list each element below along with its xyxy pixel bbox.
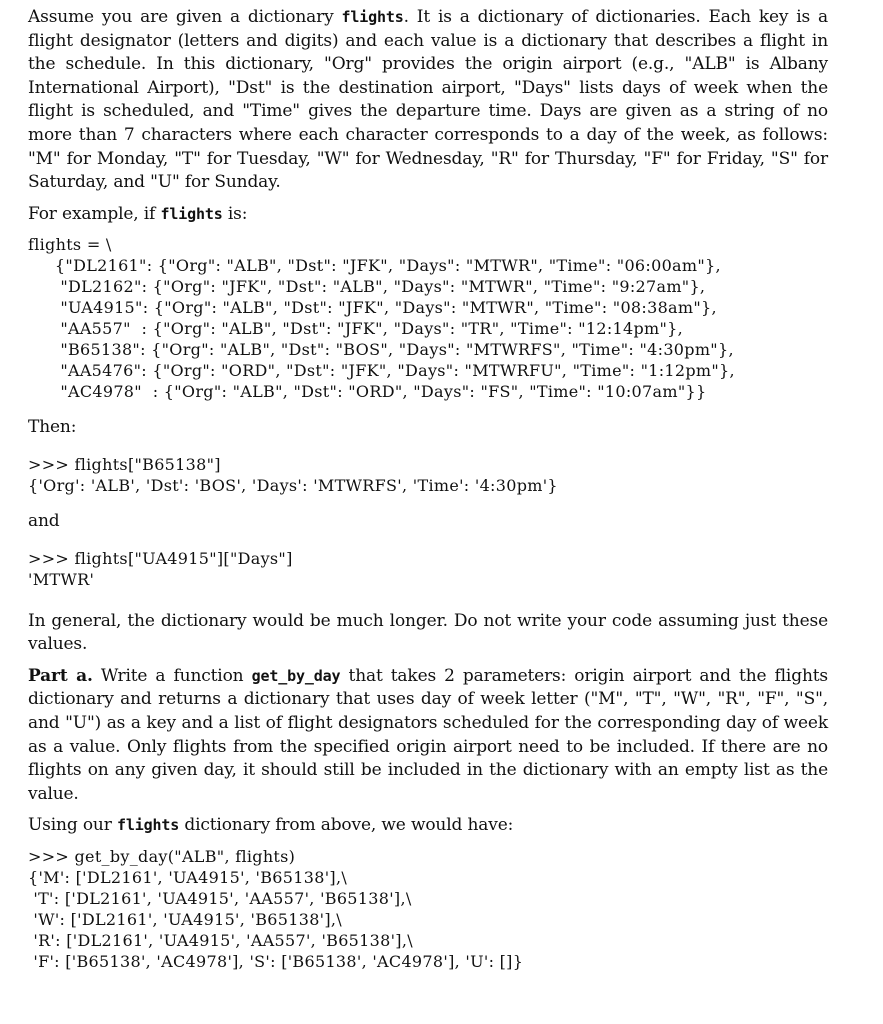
code-line: 'W': ['DL2161', 'UA4915', 'B65138'],\	[28, 909, 342, 929]
part-a-label: Part a.	[28, 665, 93, 686]
then-label: Then:	[28, 417, 77, 438]
then-code-block	[28, 454, 828, 496]
code-line: "B65138": {"Org": "ALB", "Dst": "BOS", "Days": "MTWRFS", "Time": "4:30pm"},	[28, 340, 734, 360]
code-line: "AA557" : {"Org": "ALB", "Dst": "JFK", "Days": "TR", "Time": "12:14pm"},	[28, 319, 684, 339]
code-line: {'M': ['DL2161', 'UA4915', 'B65138'],\	[28, 867, 348, 887]
code-line: {'Org': 'ALB', 'Dst': 'BOS', 'Days': 'MTWRFS', 'Time': '4:30pm'}	[28, 475, 558, 495]
intro-text-b: . It is a dictionary of dictionaries. Each key is a flight designator (letters and digits) and each value is a dictionary that describes a flight in the schedule. In this dictionary, "Org" provides the origin airport (e.g., "ALB" is Albany International Airport), "Dst" is the destination airport, "Days" lists days of week when the flight is scheduled, and "Time" gives the departure time. Days are given as a string of no more than 7 characters where each character corresponds to a day of the week, as follows: "M" for Monday, "T" for Tuesday, "W" for Wednesday, "R" for Thursday, "F" for Friday, "S" for Saturday, and "U" for Sunday.	[28, 7, 828, 193]
code-line: 'R': ['DL2161', 'UA4915', 'AA557', 'B65138'],\	[28, 930, 413, 950]
intro-text-a: Assume you are given a dictionary	[28, 7, 342, 27]
code-line: "DL2162": {"Org": "JFK", "Dst": "ALB", "Days": "MTWR", "Time": "9:27am"},	[28, 277, 706, 297]
flights-code-block	[28, 234, 828, 402]
using-text-a: Using our	[28, 815, 117, 836]
example-lead	[28, 203, 828, 227]
intro-code-flights: flights	[341, 8, 404, 26]
code-line: 'MTWR'	[28, 569, 95, 589]
code-line: flights = \	[28, 235, 112, 255]
and-label: and	[28, 510, 60, 531]
general-paragraph: In general, the dictionary would be much longer. Do not write your code assuming just these values.	[28, 610, 828, 655]
document-page	[28, 6, 828, 972]
code-line: "AA5476": {"Org": "ORD", "Dst": "JFK", "Days": "MTWRFU", "Time": "1:12pm"},	[28, 361, 735, 381]
code-line: 'F': ['B65138', 'AC4978'], 'S': ['B65138', 'AC4978'], 'U': []}	[28, 951, 524, 971]
part-a-text-a: Write a function	[92, 665, 252, 686]
using-paragraph	[28, 814, 828, 838]
example-lead-b: is:	[222, 203, 248, 224]
code-line: "UA4915": {"Org": "ALB", "Dst": "JFK", "Days": "MTWR", "Time": "08:38am"},	[28, 298, 717, 318]
part-a-paragraph	[28, 665, 828, 807]
part-a-text-b: that takes 2 parameters: origin airport and the flights dictionary and returns a dictionary that uses day of week letter ("M", "T", "W", "R", "F", "S", and "U") as a key and a list of flight designators scheduled for the corresponding day of week as a value. Only flights from the specified origin airport need to be included. If there are no flights on any given day, it should still be included in the dictionary with an empty list as the value.	[28, 665, 829, 804]
part-a-function-name: get_by_day	[251, 666, 341, 685]
code-line: "AC4978" : {"Org": "ALB", "Dst": "ORD", "Days": "FS", "Time": "10:07am"}}	[28, 382, 707, 402]
result-code-block	[28, 846, 828, 972]
code-line: 'T': ['DL2161', 'UA4915', 'AA557', 'B65138'],\	[28, 888, 412, 908]
code-line: >>> get_by_day("ALB", flights)	[28, 846, 296, 866]
code-line: {"DL2161": {"Org": "ALB", "Dst": "JFK", "Days": "MTWR", "Time": "06:00am"},	[28, 256, 721, 276]
using-code: flights	[116, 816, 180, 835]
example-lead-a: For example, if	[28, 203, 161, 224]
using-text-b: dictionary from above, we would have:	[179, 815, 514, 836]
example-lead-code: flights	[160, 204, 223, 223]
code-line: >>> flights["B65138"]	[28, 454, 221, 474]
intro-paragraph	[28, 6, 828, 195]
code-line: >>> flights["UA4915"]["Days"]	[28, 548, 293, 568]
and-code-block	[28, 548, 828, 590]
